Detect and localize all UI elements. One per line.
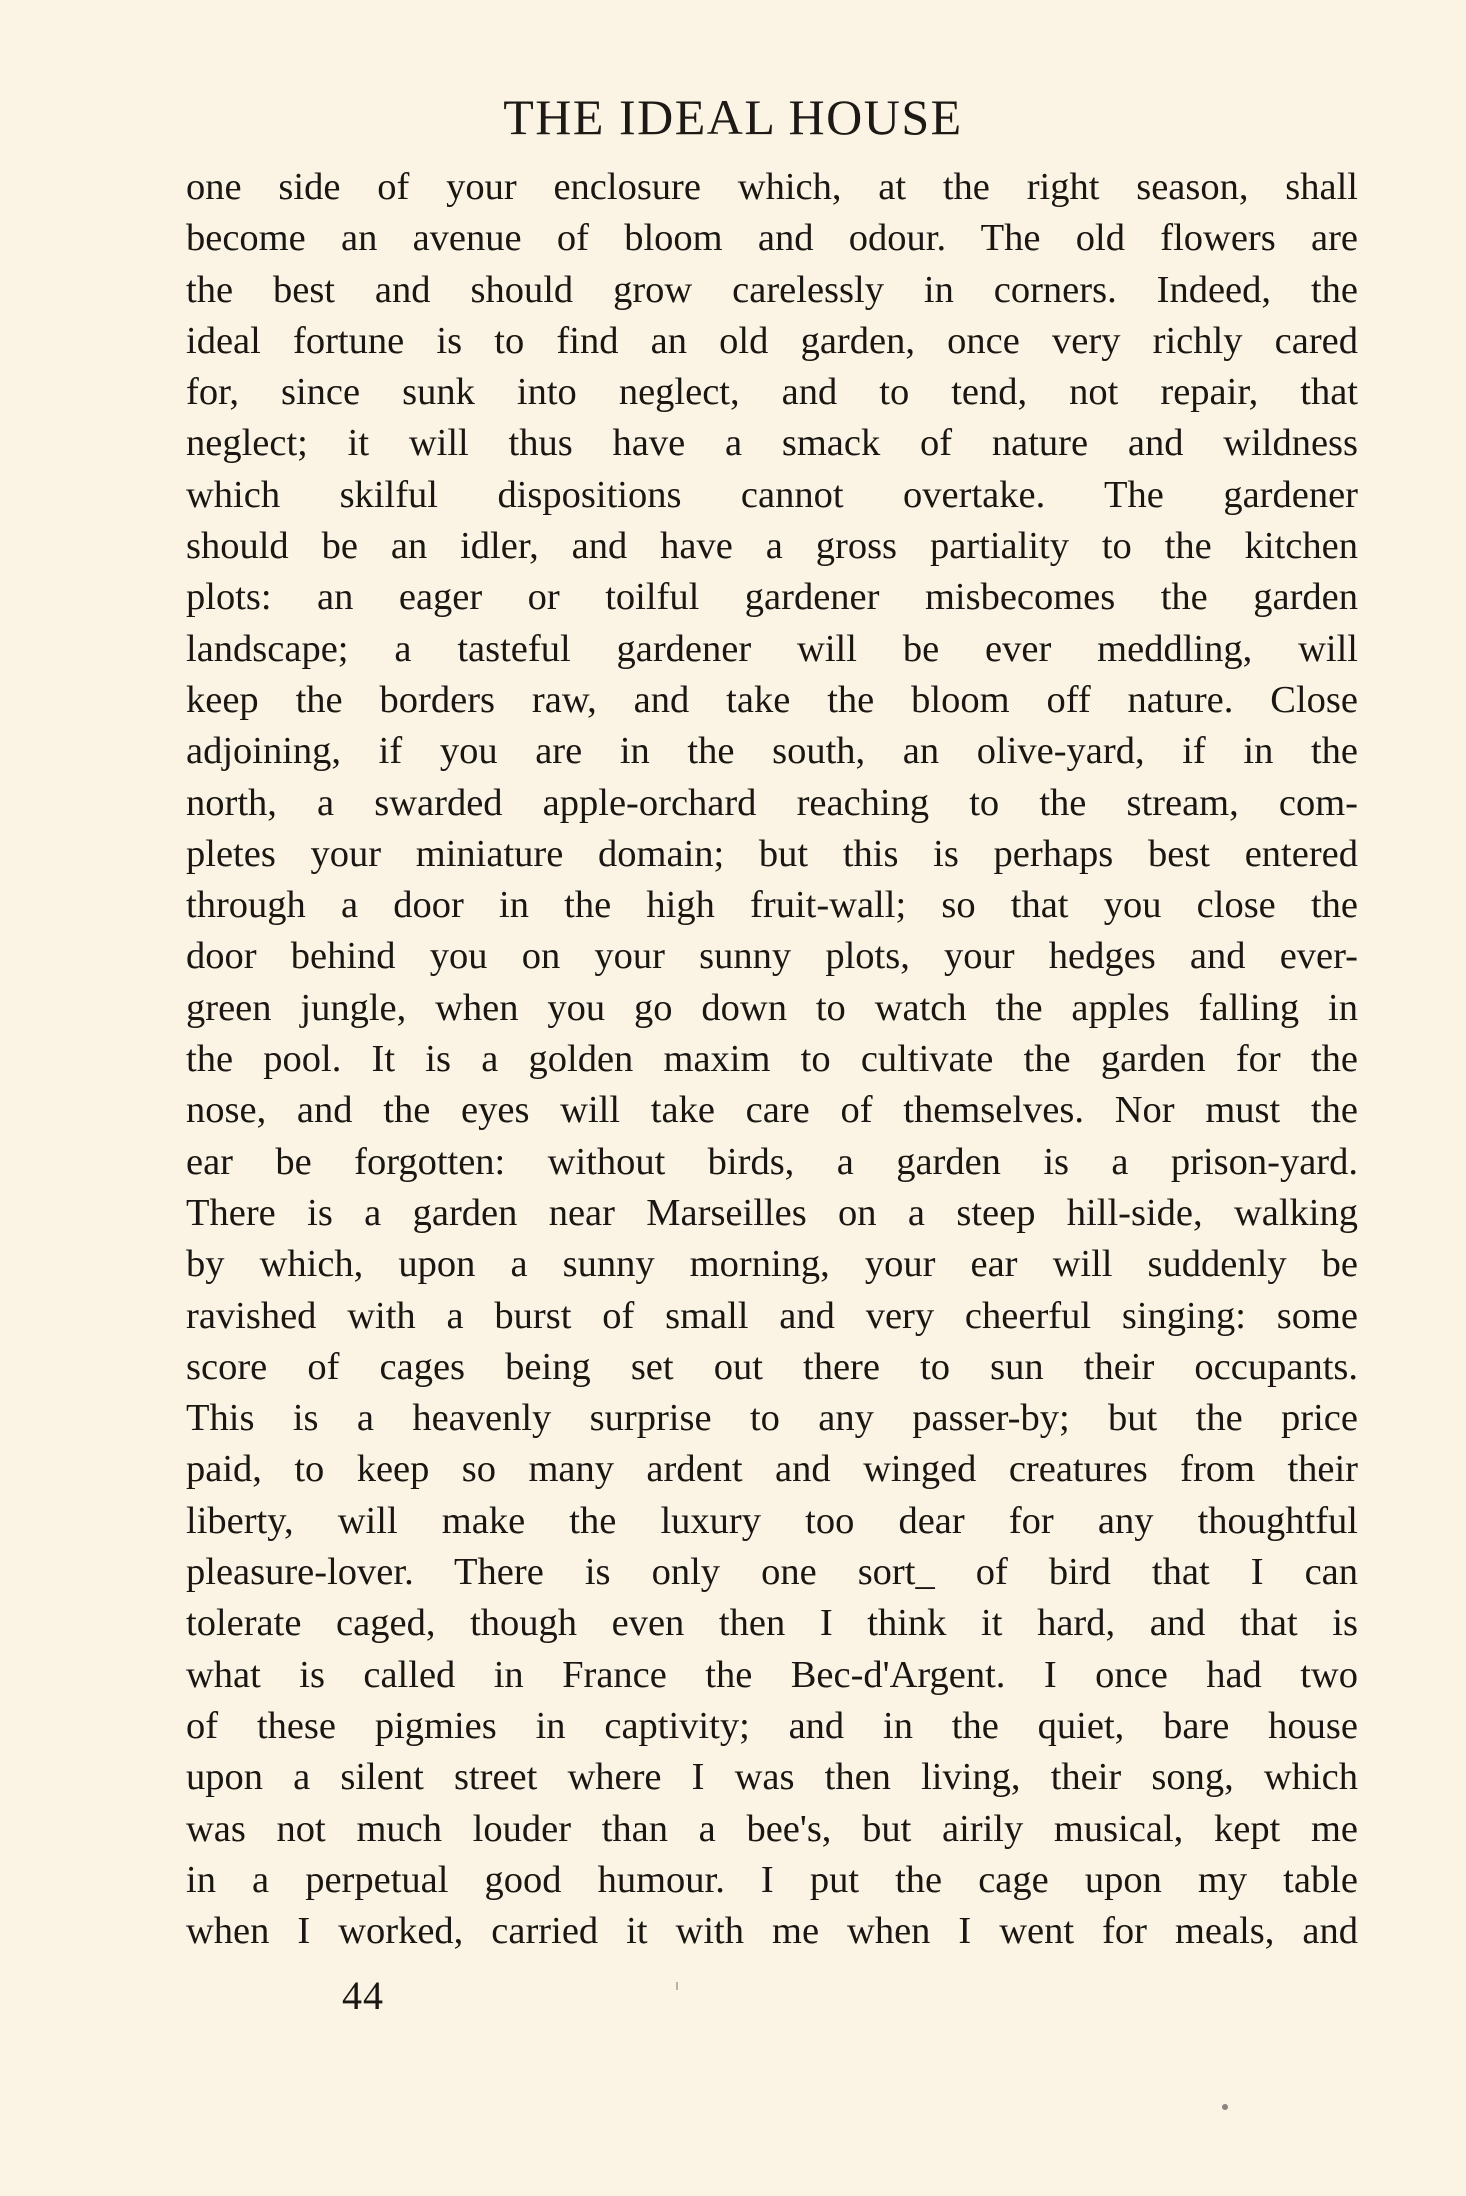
text-line: for, since sunk into neglect, and to tend, not repair, that [186, 371, 1358, 414]
text-line: what is called in France the Bec-d'Argent. I once had two [186, 1653, 1358, 1696]
text-line: neglect; it will thus have a smack of nature and wildness [186, 422, 1358, 465]
text-line: the pool. It is a golden maxim to cultivate the garden for the [186, 1038, 1358, 1081]
text-line: tolerate caged, though even then I think it hard, and that is [186, 1602, 1358, 1645]
text-line: There is a garden near Marseilles on a steep hill-side, walking [186, 1191, 1358, 1234]
text-line: upon a silent street where I was then living, their song, which [186, 1756, 1358, 1799]
text-line: was not much louder than a bee's, but airily musical, kept me [186, 1807, 1358, 1850]
text-line: ear be forgotten: without birds, a garden is a prison-yard. [186, 1140, 1358, 1183]
ink-speck [1222, 2104, 1228, 2110]
text-line: the best and should grow carelessly in corners. Indeed, the [186, 268, 1358, 311]
text-line: which skilful dispositions cannot overtake. The gardener [186, 473, 1358, 516]
text-line: become an avenue of bloom and odour. The old flowers are [186, 217, 1358, 260]
text-line: keep the borders raw, and take the bloom off nature. Close [186, 678, 1358, 721]
text-line: one side of your enclosure which, at the right season, shall [186, 166, 1358, 208]
text-line: green jungle, when you go down to watch the apples falling in [186, 986, 1358, 1029]
text-line: nose, and the eyes will take care of themselves. Nor must the [186, 1089, 1358, 1132]
text-line: plots: an eager or toilful gardener misbecomes the garden [186, 576, 1358, 619]
text-line: when I worked, carried it with me when I went for meals, and [186, 1910, 1358, 1953]
text-line: adjoining, if you are in the south, an olive-yard, if in the [186, 730, 1358, 773]
text-line: pleasure-lover. There is only one sort_ of bird that I can [186, 1551, 1358, 1594]
print-mark [676, 1982, 678, 1990]
text-line: should be an idler, and have a gross partiality to the kitchen [186, 525, 1358, 568]
text-line: by which, upon a sunny morning, your ear will suddenly be [186, 1243, 1358, 1286]
text-line: ideal fortune is to find an old garden, once very richly cared [186, 319, 1358, 362]
text-line: This is a heavenly surprise to any passer-by; but the price [186, 1397, 1358, 1440]
running-head: THE IDEAL HOUSE [503, 89, 963, 145]
body-text [186, 162, 1358, 1957]
page-number: 44 [342, 1973, 384, 2018]
text-line: through a door in the high fruit-wall; so that you close the [186, 884, 1358, 927]
text-line: of these pigmies in captivity; and in the quiet, bare house [186, 1704, 1358, 1747]
text-line: north, a swarded apple-orchard reaching to the stream, com- [186, 781, 1358, 824]
text-line: ravished with a burst of small and very cheerful singing: some [186, 1294, 1358, 1337]
text-line: landscape; a tasteful gardener will be ever meddling, will [186, 627, 1358, 670]
text-line: liberty, will make the luxury too dear for any thoughtful [186, 1499, 1358, 1542]
text-line: pletes your miniature domain; but this is perhaps best entered [186, 832, 1358, 875]
text-line: paid, to keep so many ardent and winged creatures from their [186, 1448, 1358, 1491]
text-line: score of cages being set out there to sun their occupants. [186, 1345, 1358, 1388]
text-line: door behind you on your sunny plots, your hedges and ever- [186, 935, 1358, 978]
text-line: in a perpetual good humour. I put the cage upon my table [186, 1858, 1358, 1901]
